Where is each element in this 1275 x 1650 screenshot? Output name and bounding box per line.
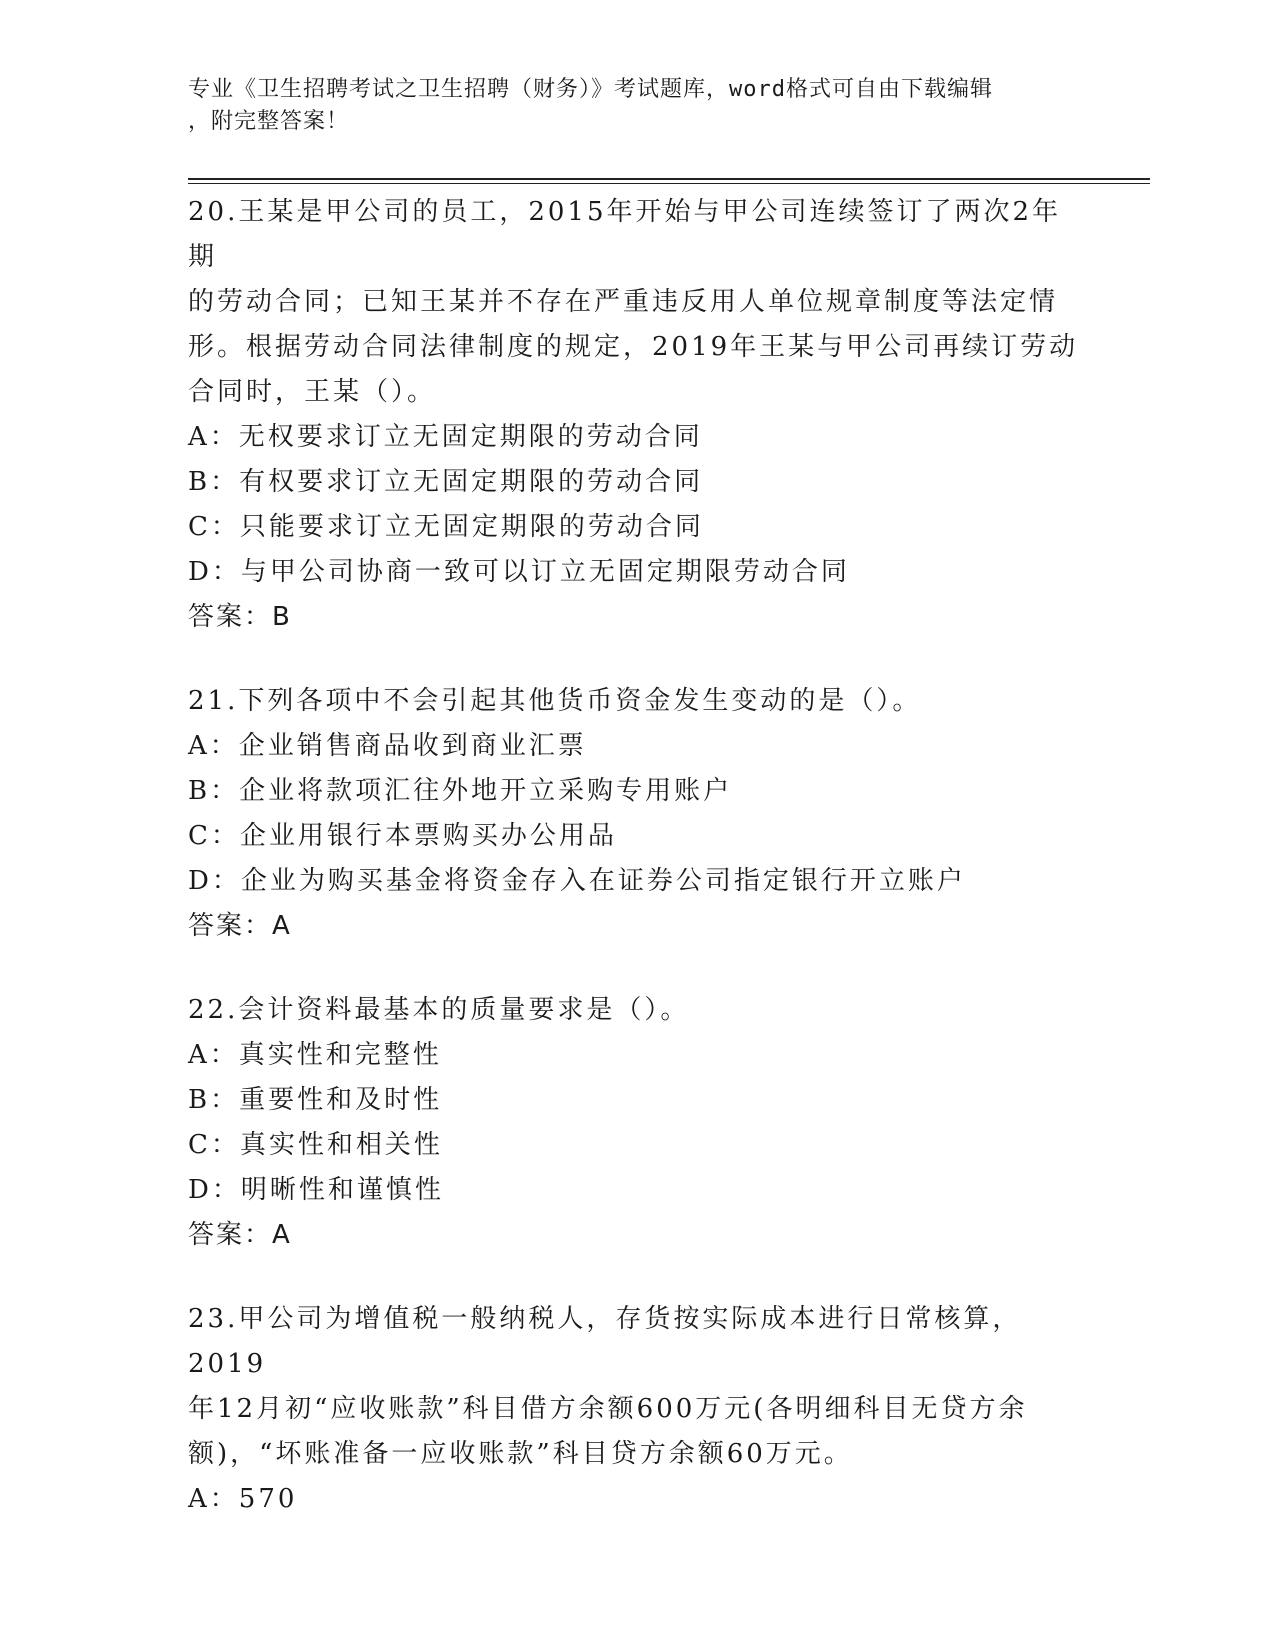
header-divider-thin [188,183,1150,184]
answer-option: A：无权要求订立无固定期限的劳动合同 [188,422,703,452]
answer-option: A：真实性和完整性 [188,1040,442,1070]
question-text-line: 21.下列各项中不会引起其他货币资金发生变动的是（）。 [188,686,922,716]
header-line-1: 专业《卫生招聘考试之卫生招聘（财务）》考试题库，word格式可自由下载编辑 [188,77,993,102]
header-line-2: ，附完整答案！ [188,109,350,134]
question-text-line: 额)，“坏账准备一应收账款”科目贷方余额60万元。 [188,1439,853,1469]
answer-key: 答案：A [188,1220,292,1250]
question-text-line: 年12月初“应收账款”科目借方余额600万元(各明细科目无贷方余 [188,1394,1028,1424]
answer-option: D：与甲公司协商一致可以订立无固定期限劳动合同 [188,557,850,587]
header-divider-thick [188,178,1150,180]
question-block [188,1297,1088,1522]
question-list [188,190,1088,1561]
question-text-line: 20.王某是甲公司的员工，2015年开始与甲公司连续签订了两次2年期 [188,197,1062,272]
question-text-line: 22.会计资料最基本的质量要求是（）。 [188,995,690,1025]
question-text-line: 的劳动合同；已知王某并不存在严重违反用人单位规章制度等法定情 [188,287,1059,317]
question-text-line: 形。根据劳动合同法律制度的规定，2019年王某与甲公司再续订劳动 [188,332,1079,362]
question-block [188,988,1088,1258]
question-block [188,190,1088,640]
answer-option: C：企业用银行本票购买办公用品 [188,821,617,851]
answer-option: B：企业将款项汇往外地开立采购专用账户 [188,776,733,806]
answer-key: 答案：B [188,602,292,632]
answer-option: C：真实性和相关性 [188,1130,443,1160]
answer-option: C：只能要求订立无固定期限的劳动合同 [188,512,704,542]
answer-option: D：企业为购买基金将资金存入在证券公司指定银行开立账户 [188,866,966,896]
answer-option: A：企业销售商品收到商业汇票 [188,731,587,761]
answer-option: D：明晰性和谨慎性 [188,1175,444,1205]
question-text-line: 合同时，王某（）。 [188,377,437,407]
answer-option: B：有权要求订立无固定期限的劳动合同 [188,467,704,497]
answer-option: A：570 [188,1484,298,1514]
document-header [188,74,1088,138]
answer-key: 答案：A [188,911,292,941]
answer-option: B：重要性和及时性 [188,1085,443,1115]
question-block [188,679,1088,949]
question-text-line: 23.甲公司为增值税一般纳税人，存货按实际成本进行日常核算，2019 [188,1304,1022,1379]
